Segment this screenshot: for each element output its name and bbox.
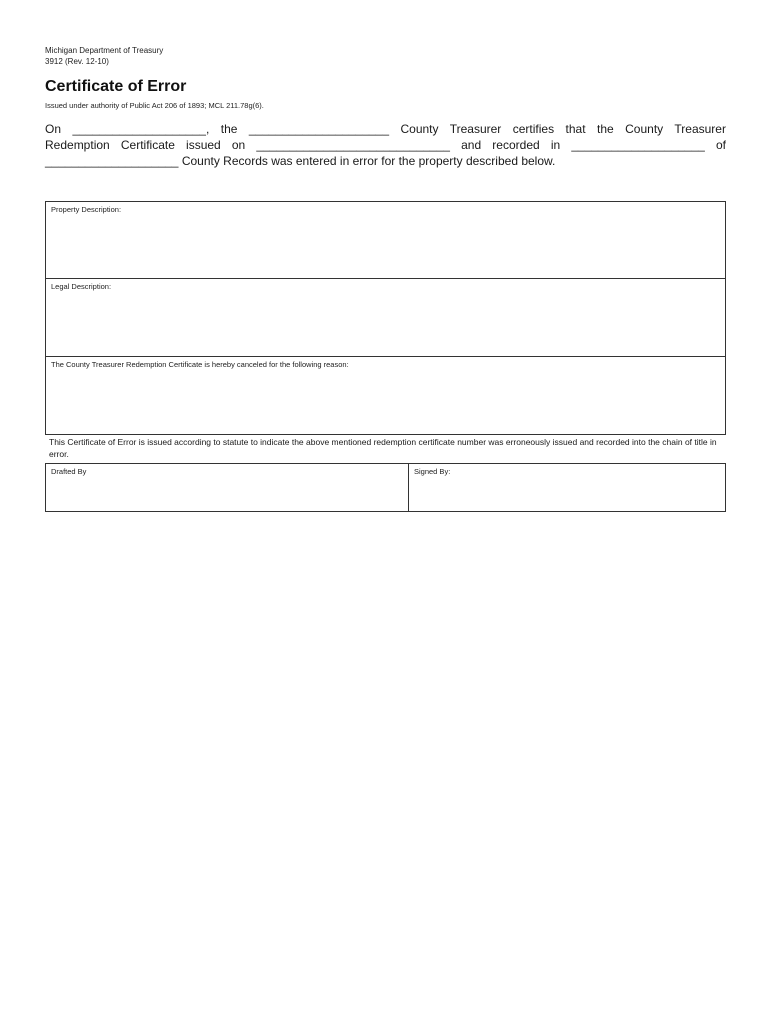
drafted-by-box [45,463,409,512]
cancel-reason-label: The County Treasurer Redemption Certificate is hereby canceled for the following reason: [51,360,349,369]
certifies-text: County Treasurer certifies that the County Treasurer [400,122,726,136]
legal-description-label: Legal Description: [51,282,112,291]
form-number: 3912 (Rev. 12-10) [45,57,109,66]
certificate-statement: This Certificate of Error is issued according to statute to indicate the above mentioned redemption certificate number was erroneously issued and recorded into the chain of title in error. [49,437,717,459]
certification-paragraph [45,121,726,169]
legal-description-box [45,278,726,357]
signed-by-box [408,463,726,512]
drafted-by-field[interactable] [50,480,404,507]
property-description-box [45,201,726,279]
legal-description-field[interactable] [50,295,721,352]
on-text: On [45,122,62,136]
form-header [45,45,163,67]
cancel-reason-field[interactable] [50,373,721,430]
issued-on-text: Redemption Certificate issued on [45,138,246,152]
property-description-label: Property Description: [51,205,122,214]
county-blank[interactable]: _____________________ [248,122,390,136]
certification-line-1 [45,121,726,137]
page-title: Certificate of Error [45,78,187,95]
drafted-by-label: Drafted By [51,467,87,476]
of-text: of [716,138,726,152]
date-blank[interactable]: ____________________, [72,122,210,136]
property-description-field[interactable] [50,218,721,274]
signed-by-field[interactable] [413,480,721,507]
entered-in-error-text: County Records was entered in error for the property described below. [181,154,556,168]
agency-name: Michigan Department of Treasury [45,46,164,55]
cancel-reason-box [45,356,726,435]
issued-date-blank[interactable]: _____________________________ [256,138,450,152]
certification-line-3 [45,153,726,169]
county-records-blank[interactable]: ____________________ [45,154,179,168]
authority-citation: Issued under authority of Public Act 206 of 1893; MCL 211.78g(6). [45,101,264,110]
recorded-in-text: and recorded in [461,138,561,152]
recorded-in-blank[interactable]: ____________________ [571,138,705,152]
signed-by-label: Signed By: [414,467,451,476]
the-text: the [220,122,238,136]
certification-line-2 [45,137,726,153]
